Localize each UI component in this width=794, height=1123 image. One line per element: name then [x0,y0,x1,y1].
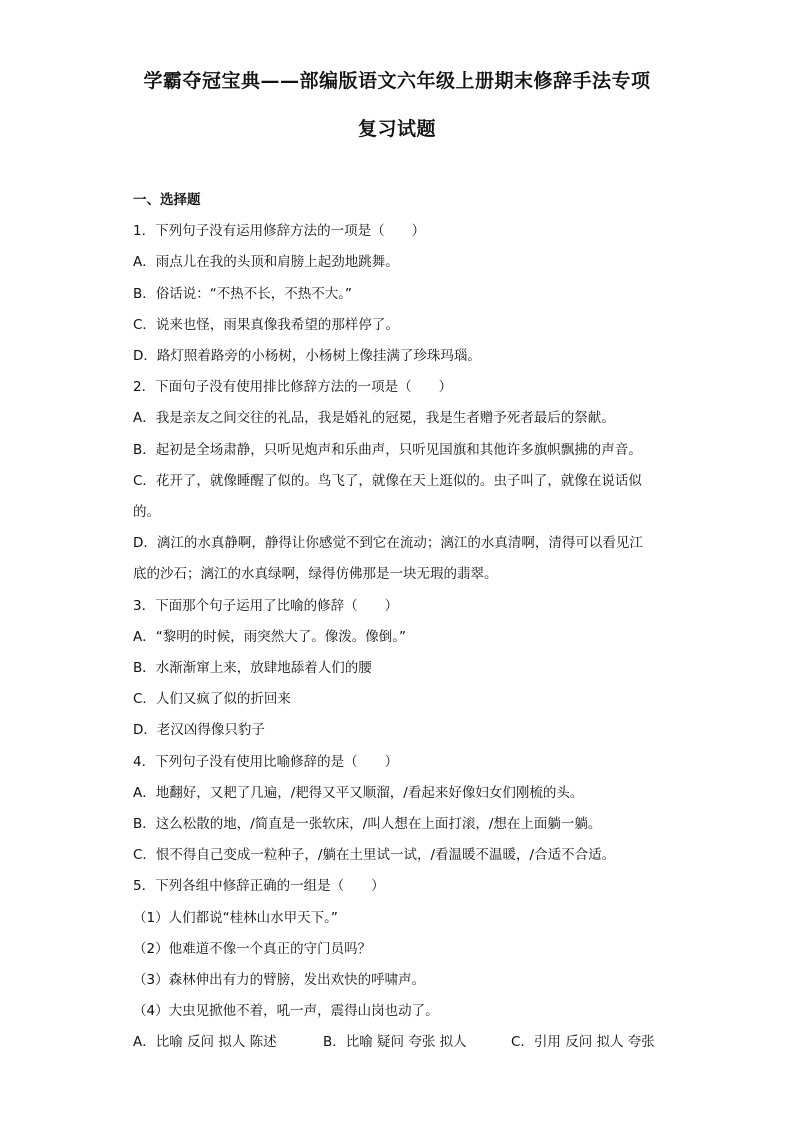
question-5-options [133,1027,663,1058]
question-2-stem: 2．下面句子没有使用排比修辞方法的一项是（ ） [133,379,453,396]
question-4-option-a: A．地翻好，又耙了几遍，/耙得又平又顺溜，/看起来好像妇女们刚梳的头。 [133,784,584,801]
question-2-option-a: A．我是亲友之间交往的礼品，我是婚礼的冠冕，我是生者赠予死者最后的祭献。 [133,410,615,427]
question-4-option-b: B．这么松散的地，/简直是一张软床，/叫人想在上面打滚，/想在上面躺一躺。 [133,816,602,833]
question-2-option-b: B．起初是全场肃静，只听见炮声和乐曲声，只听见国旗和其他许多旗帜飘拂的声音。 [133,441,642,458]
document-title-line-1: 学霸夺冠宝典——部编版语文六年级上册期末修辞手法专项 [143,70,651,92]
question-5-item-4: （4）大虫见掀他不着，吼一声，震得山岗也动了。 [133,1003,439,1020]
document-title-line-2: 复习试题 [357,118,436,140]
question-5-option-b: B．比喻 疑问 夸张 拟人 [323,1034,467,1051]
question-1-option-c: C．说来也怪，雨果真像我希望的那样停了。 [133,316,399,333]
question-2-option-c: C．花开了，就像睡醒了似的。鸟飞了，就像在天上逛似的。虫子叫了，就像在说话似 [133,472,642,489]
question-3-option-b: B．水渐渐窜上来，放肆地舔着人们的腰 [133,660,372,677]
question-3-option-d: D．老汉凶得像只豹子 [133,722,265,739]
question-1-option-a: A．雨点儿在我的头顶和肩膀上起劲地跳舞。 [133,254,399,271]
question-5-item-2: （2）他难道不像一个真正的守门员吗？ [133,940,372,957]
question-5-stem: 5．下列各组中修辞正确的一组是（ ） [133,878,385,895]
question-5-option-c: C．引用 反问 拟人 夸张 [511,1034,655,1051]
question-3-stem: 3．下面那个句子运用了比喻的修辞（ ） [133,597,399,614]
question-2-option-d-cont: 底的沙石；漓江的水真绿啊，绿得仿佛那是一块无瑕的翡翠。 [133,566,498,583]
question-4-stem: 4．下列句子没有使用比喻修辞的是（ ） [133,753,399,770]
question-3-option-a: A．“黎明的时候，雨突然大了。像泼。像倒。” [133,628,406,645]
question-list [133,185,663,1059]
question-5-option-a: A．比喻 反问 拟人 陈述 [133,1034,277,1051]
question-1-option-b: B．俗话说：“不热不长，不热不大。” [133,285,352,302]
question-1-stem: 1．下列句子没有运用修辞方法的一项是（ ） [133,223,426,240]
question-5-item-3: （3）森林伸出有力的臂膀，发出欢快的呼啸声。 [133,972,426,989]
question-5-item-1: （1）人们都说“桂林山水甲天下。” [133,909,338,926]
question-3-option-c: C．人们又疯了似的折回来 [133,691,291,708]
question-2-option-c-cont: 的。 [133,504,160,521]
question-4-option-c: C．恨不得自己变成一粒种子，/躺在土里试一试，/看温暖不温暖，/合适不合适。 [133,847,616,864]
section-header: 一、选择题 [133,192,201,208]
question-1-option-d: D．路灯照着路旁的小杨树，小杨树上像挂满了珍珠玛瑙。 [133,348,481,365]
question-2-option-d: D．漓江的水真静啊，静得让你感觉不到它在流动；漓江的水真清啊，清得可以看见江 [133,535,643,552]
